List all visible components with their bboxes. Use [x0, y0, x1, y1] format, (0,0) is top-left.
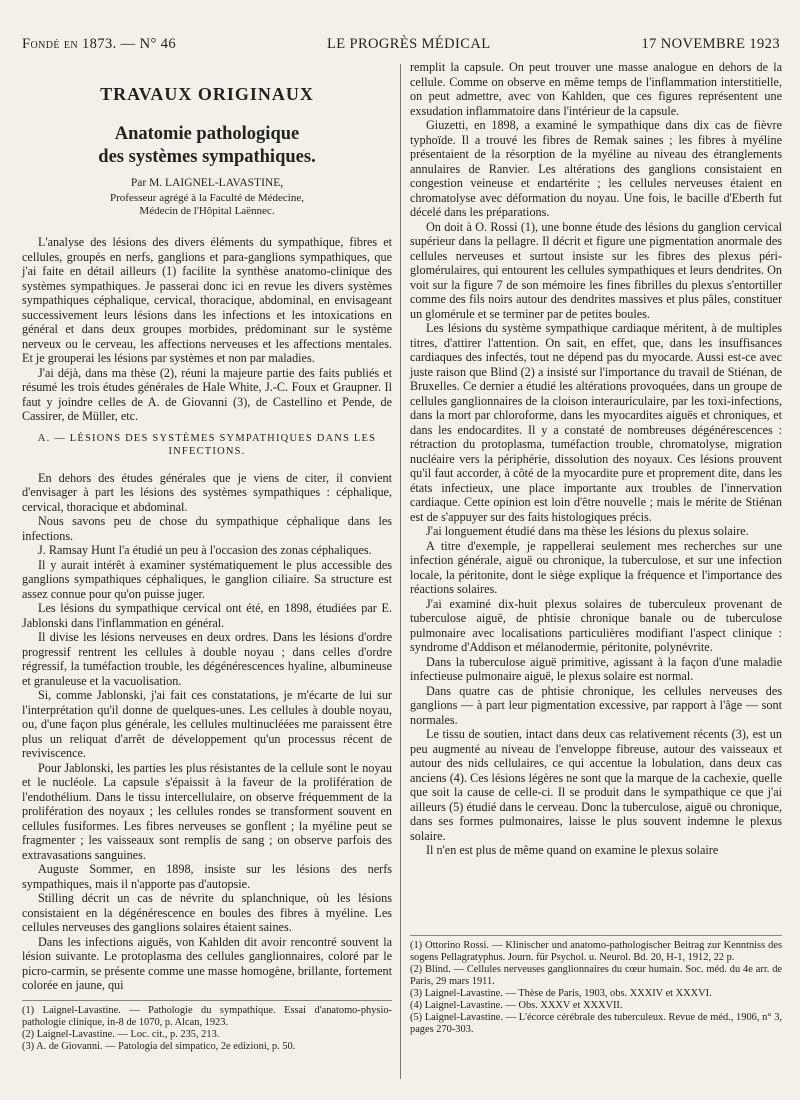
header-founded: Fondé en 1873. — N° 46	[22, 36, 176, 52]
right-paragraph-9: Dans quatre cas de phtisie chronique, les cellules nerveuses des ganglions — à part leur pigmentation excessive, par rapport à l'âge — sont normales.	[410, 683, 782, 727]
affiliation-line1: Professeur agrégé à la Faculté de Médecine,	[110, 192, 304, 204]
section-title: TRAVAUX ORIGINAUX	[100, 84, 314, 104]
left-column	[22, 60, 392, 993]
author-line: Par M. LAIGNEL-LAVASTINE,	[130, 177, 284, 189]
left-paragraph-7: Les lésions du sympathique cervical ont été, en 1898, étudiées par E. Jablonski dans l'inflammation en général.	[22, 601, 392, 630]
right-paragraph-7: J'ai examiné dix-huit plexus solaires de tuberculeux provenant de tuberculose aiguë, de phtisie chronique banale ou de tuberculose pulmonaire avec localisations particulières modifiant l'aspect clinique : syndrome d'Addison et mélanodermie, péritonite, polynévrite.	[410, 596, 782, 654]
left-paragraph-9: Si, comme Jablonski, j'ai fait ces constatations, je m'écarte de lui sur l'interprétation qu'il donne de quelques-unes. Les cellules à double noyau, ou, d'une façon plus générale, les cellules multinucléées me paraissent être plus un reliquat d'arrêt de développement qu'un processus récent de reviviscence.	[22, 688, 392, 760]
article-title	[22, 123, 392, 169]
journal-title: LE PROGRÈS MÉDICAL	[326, 36, 491, 52]
author-affiliation	[22, 192, 392, 217]
right-paragraph-5: J'ai longuement étudié dans ma thèse les lésions du plexus solaire.	[426, 524, 749, 538]
left-paragraph-6: Il y aurait intérêt à examiner systématiquement le plus accessible des ganglions sympathiques céphaliques, le ganglion ciliaire. Sa structure est assez connue pour qu'on puisse juger.	[22, 557, 392, 601]
left-paragraph-1: L'analyse des lésions des divers éléments du sympathique, fibres et cellules, groupés en nerfs, ganglions et para-ganglions sympathiques, que j'ai faite en détail ailleurs (1) facilite la synthèse anatomo-clinique des systèmes sympathiques. Je passerai donc ici en revue les divers systèmes sympathiques céphalique, cervical, thoracique, abdominal, en envisageant successivement leurs lésions dans les infections et les intoxications en général et dans deux groupes morbides, prédominant sur le système nerveux ou le cerveau, les affections nerveuses et les affections mentales. Et je grouperai les lésions par systèmes et non par maladies.	[22, 235, 392, 365]
footnote: (1) Ottorino Rossi. — Klinischer und anatomo-pathologischer Beitrag zur Kenntniss des sogens Pellagratyphus. Journ. für Psychol. u. Neurol. Bd. 20, H-1, 1912, 22 p.	[410, 940, 782, 963]
left-paragraph-4: Nous savons peu de chose du sympathique céphalique dans les infections.	[22, 514, 392, 543]
right-footnotes	[410, 935, 782, 1036]
right-column	[410, 60, 782, 858]
right-paragraph-2: Giuzetti, en 1898, a examiné le sympathique dans dix cas de fièvre typhoïde. Il a trouvé les fibres de Remak saines ; les fibres à myéline présentaient de la résorption de la myéline au niveau des étranglements annulaires de Ranvier. Les altérations des ganglions consistaient en congestion veineuse et endartérite ; les cellules nerveuses étaient en chromatolyse avec déformation du noyau. Une fois, le bacille d'Eberth fut décelé dans les préparations.	[410, 118, 782, 219]
left-paragraph-5: J. Ramsay Hunt l'a étudié un peu à l'occasion des zonas céphaliques.	[38, 543, 372, 557]
left-paragraph-10: Pour Jablonski, les parties les plus résistantes de la cellule sont le noyau et le nucléole. La capsule s'épaissit à la faveur de la prolifération de l'endothélium. Dans le tissu intercellulaire, on observe fréquemment de la prolifération des noyaux ; les cellules rondes se transforment souvent en cellules fusiformes. Les fibres nerveuses se gonflent ; la myéline peut se fragmenter ; les vaisseaux sont remplis de sang ; on observe parfois des extravasations sanguines.	[22, 760, 392, 862]
article-title-line1: Anatomie pathologique	[114, 124, 300, 144]
left-paragraph-3: En dehors des études générales que je viens de citer, il convient d'envisager à part les lésions des systèmes sympathiques : céphalique, cervical, thoracique et abdominal.	[22, 470, 392, 514]
left-paragraph-8: Il divise les lésions nerveuses en deux ordres. Dans les lésions d'ordre progressif rentrent les cellules à double noyau ; dans celles d'ordre régressif, la tuméfaction trouble, les dégénérescences hyaline, albumineuse et granuleuse et la vacuolisation.	[22, 630, 392, 688]
left-paragraph-2: J'ai déjà, dans ma thèse (2), réuni la majeure partie des faits publiés et résumé les trois études générales de Hale White, J.-C. Foux et Graupner. Il faut y joindre celles de A. de Giovanni (3), de Castellino et Pende, de Cassirer, de Müller, etc.	[22, 365, 392, 423]
header-date: 17 NOVEMBRE 1923	[641, 36, 780, 52]
footnote: (3) A. de Giovanni. — Patologia del simpatico, 2e edizioni, p. 50.	[22, 1041, 296, 1052]
footnote: (3) Laignel-Lavastine. — Thèse de Paris, 1903, obs. XXXIV et XXXVI.	[410, 988, 712, 999]
footnote: (2) Laignel-Lavastine. — Loc. cit., p. 235, 213.	[22, 1029, 220, 1040]
footnote: (5) Laignel-Lavastine. — L'écorce cérébrale des tuberculeux. Revue de méd., 1906, n° 3, pages 270-303.	[410, 1012, 782, 1035]
right-paragraph-8: Dans la tuberculose aiguë primitive, agissant à la façon d'une maladie infectieuse pulmonaire aiguë, le plexus solaire est normal.	[410, 654, 782, 683]
left-paragraph-11: Auguste Sommer, en 1898, insiste sur les lésions des nerfs sympathiques, mais il n'apporte pas d'autopsie.	[22, 862, 392, 891]
right-paragraph-3: On doit à O. Rossi (1), une bonne étude des lésions du ganglion cervical supérieur dans la pellagre. Il décrit et figure une pigmentation anormale des cellules nerveuses et surtout insiste sur les fibres des plexus péri-glomérulaires, qui entourent les cellules sympathiques et leurs dendrites. On voit sur la figure 7 de son mémoire les fines fibrilles du plexus s'entortiller comme des fils noirs autour des dendrites massives et plus pâles, constituer un glomérule et se terminer par de petites boules.	[410, 219, 782, 321]
footnote: (1) Laignel-Lavastine. — Pathologie du sympathique. Essai d'anatomo-physio-pathologie clinique, in-8 de 1070, p. Alcan, 1923.	[22, 1005, 392, 1028]
article-title-line2: des systèmes sympathiques.	[98, 147, 316, 167]
right-paragraph-1: remplit la capsule. On peut trouver une masse analogue en dehors de la cellule. Comme on observe en même temps de l'inflammation interstitielle, on peut admettre, avec von Kahlden, que ces figures représentent une exsudation inflammatoire dans l'intérieur de la capsule.	[410, 60, 782, 118]
left-paragraph-12: Stilling décrit un cas de névrite du splanchnique, où les lésions consistaient en la dégénérescence en boules des fibres à myéline. Les cellules nerveuses des ganglions solaires étaient saines.	[22, 891, 392, 934]
footnote: (2) Blind. — Cellules nerveuses ganglionnaires du cœur humain. Soc. méd. du 4e arr. de Paris, 29 mars 1911.	[410, 964, 782, 987]
left-paragraph-13: Dans les infections aiguës, von Kahlden dit avoir rencontré souvent la lésion suivante. Le protoplasma des cellules ganglionnaires, coloré par le picro-carmin, se présente comme une masse homogène, brillante, fortement colorée en jaune, qui	[22, 934, 392, 992]
left-footnotes	[22, 1000, 392, 1053]
right-paragraph-11: Il n'en est plus de même quand on examine le plexus solaire	[426, 843, 719, 857]
footnote: (4) Laignel-Lavastine. — Obs. XXXV et XXXVII.	[410, 1000, 623, 1011]
page-header	[22, 36, 780, 54]
affiliation-line2: Médecin de l'Hôpital Laënnec.	[139, 204, 275, 217]
subheading: A. — LÉSIONS DES SYSTÈMES SYMPATHIQUES DANS LES INFECTIONS.	[37, 432, 377, 457]
column-divider	[400, 64, 401, 1079]
right-paragraph-4: Les lésions du système sympathique cardiaque méritent, à de multiples titres, d'attirer l'attention. On sait, en effet, que, dans les insuffisances cardiaques des infectés, tout ne dépend pas du myocarde. Aussi est-ce avec juste raison que Blind (2) a insisté sur l'importance du travail de Stiénan, de Bruxelles. Ce dernier a étudié les altérations provoquées, dans un groupe de cellules ganglionnaires de la cloison interauriculaire, par les toxi-infections, dans la mort par chloroforme, dans les myocardites aiguës et chroniques, et dans les endocardites. Il y a constaté de nombreuses dégénérescences : rétraction du protoplasma, tuméfaction trouble, chromatolyse, migration nucléaire vers la périphérie, dissolution des noyaux. Ces lésions prouvent qu'il faut accorder, à côté de la myocardite pure et proprement dite, dans les états infectieux, une place importante aux troubles de l'innervation cardiaque. Cette opinion est loin d'être nouvelle ; mais le mérite de Stiénan est de s'appuyer sur des faits histologiques précis.	[410, 321, 782, 524]
right-paragraph-10: Le tissu de soutien, intact dans deux cas relativement récents (3), est un peu augmenté au niveau de l'enveloppe fibreuse, autour des vaisseaux et autour des nids cellulaires, ce qui accentue la lobulation, dans deux cas anciens (4). Ces lésions légères ne sont que la marque de la cachexie, quelle que soit la cause de celle-ci. Il se produit dans le sympathique ce que j'ai ailleurs (5) étudié dans le cerveau. Donc la tuberculose, aiguë ou chronique, dans ses formes pulmonaires, laisse le plus souvent indemne le plexus solaire.	[410, 727, 782, 843]
right-paragraph-6: A titre d'exemple, je rappellerai seulement mes recherches sur une infection générale, aiguë ou chronique, la tuberculose, et sur une infection locale, la péritonite, dont le siège explique la fréquence et l'importance des réactions solaires.	[410, 538, 782, 596]
